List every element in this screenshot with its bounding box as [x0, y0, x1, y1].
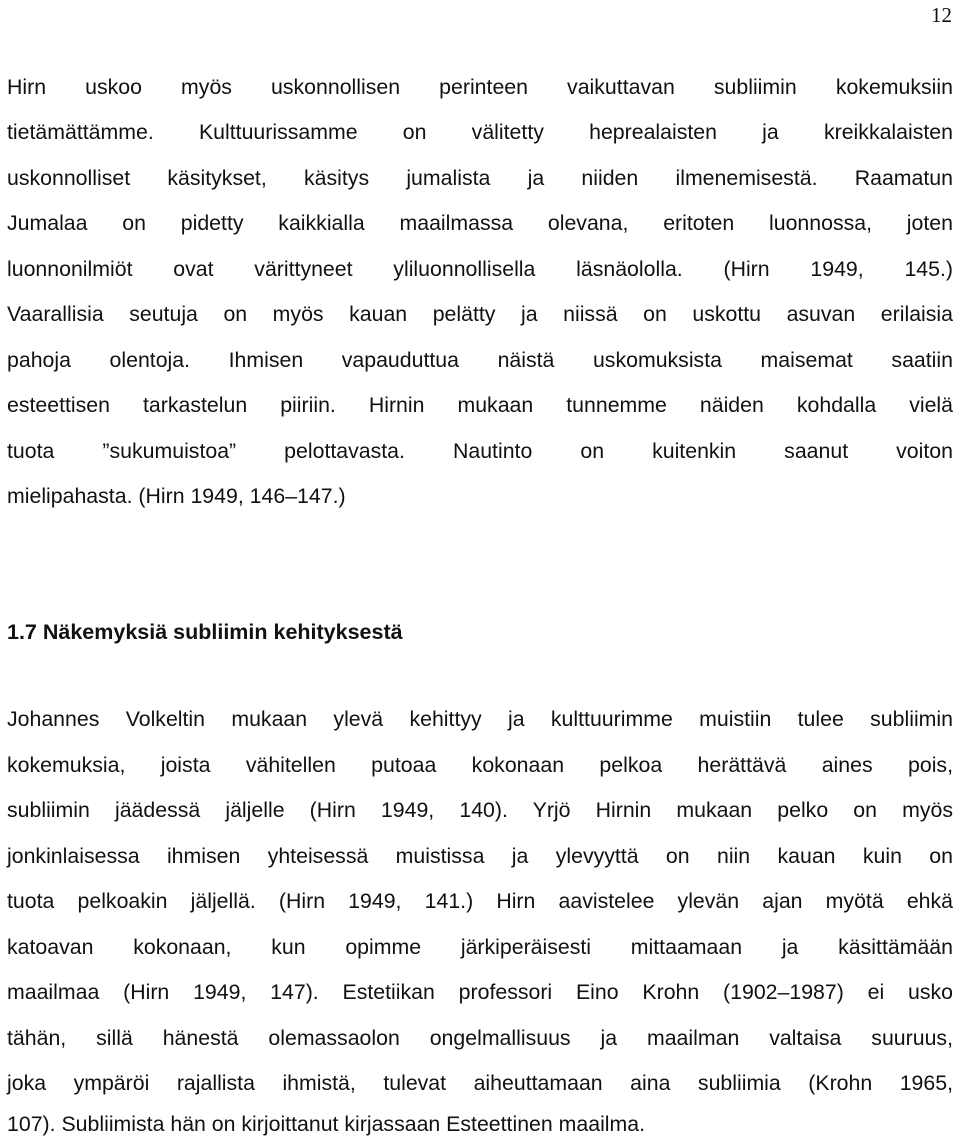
- text-line: katoavan kokonaan, kun opimme järkiperäisesti mittaamaan ja käsittämään: [7, 935, 953, 959]
- text-line: esteettisen tarkastelun piiriin. Hirnin mukaan tunnemme näiden kohdalla vielä: [7, 393, 953, 417]
- text-line: tietämättämme. Kulttuurissamme on välitetty heprealaisten ja kreikkalaisten: [7, 120, 953, 144]
- text-line: luonnonilmiöt ovat värittyneet yliluonnollisella läsnäololla. (Hirn 1949, 145.): [7, 257, 953, 281]
- text-line: subliimin jäädessä jäljelle (Hirn 1949, 140). Yrjö Hirnin mukaan pelko on myös: [7, 798, 953, 822]
- text-line: tuota ”sukumuistoa” pelottavasta. Nautinto on kuitenkin saanut voiton: [7, 439, 953, 463]
- section-heading: 1.7 Näkemyksiä subliimin kehityksestä: [7, 620, 403, 644]
- text-line: Vaarallisia seutuja on myös kauan pelätty ja niissä on uskottu asuvan erilaisia: [7, 302, 953, 326]
- page-number: 12: [931, 3, 952, 27]
- text-line: jonkinlaisessa ihmisen yhteisessä muistissa ja ylevyyttä on niin kauan kuin on: [7, 844, 953, 868]
- text-line: Jumalaa on pidetty kaikkialla maailmassa olevana, eritoten luonnossa, joten: [7, 211, 953, 235]
- text-line: Hirn uskoo myös uskonnollisen perinteen vaikuttavan subliimin kokemuksiin: [7, 75, 953, 99]
- text-line: kokemuksia, joista vähitellen putoaa kokonaan pelkoa herättävä aines pois,: [7, 753, 953, 777]
- text-line: pahoja olentoja. Ihmisen vapauduttua näistä uskomuksista maisemat saatiin: [7, 348, 953, 372]
- text-line: mielipahasta. (Hirn 1949, 146–147.): [7, 484, 346, 508]
- text-line: 107). Subliimista hän on kirjoittanut kirjassaan Esteettinen maailma.: [7, 1112, 646, 1136]
- text-line: joka ympäröi rajallista ihmistä, tulevat aiheuttamaan aina subliimia (Krohn 1965,: [7, 1071, 953, 1095]
- text-line: tähän, sillä hänestä olemassaolon ongelmallisuus ja maailman valtaisa suuruus,: [7, 1026, 953, 1050]
- text-line: maailmaa (Hirn 1949, 147). Estetiikan professori Eino Krohn (1902–1987) ei usko: [7, 980, 953, 1004]
- text-line: Johannes Volkeltin mukaan ylevä kehittyy ja kulttuurimme muistiin tulee subliimin: [7, 707, 953, 731]
- text-line: uskonnolliset käsitykset, käsitys jumalista ja niiden ilmenemisestä. Raamatun: [7, 166, 953, 190]
- text-line: tuota pelkoakin jäljellä. (Hirn 1949, 141.) Hirn aavistelee ylevän ajan myötä ehkä: [7, 889, 953, 913]
